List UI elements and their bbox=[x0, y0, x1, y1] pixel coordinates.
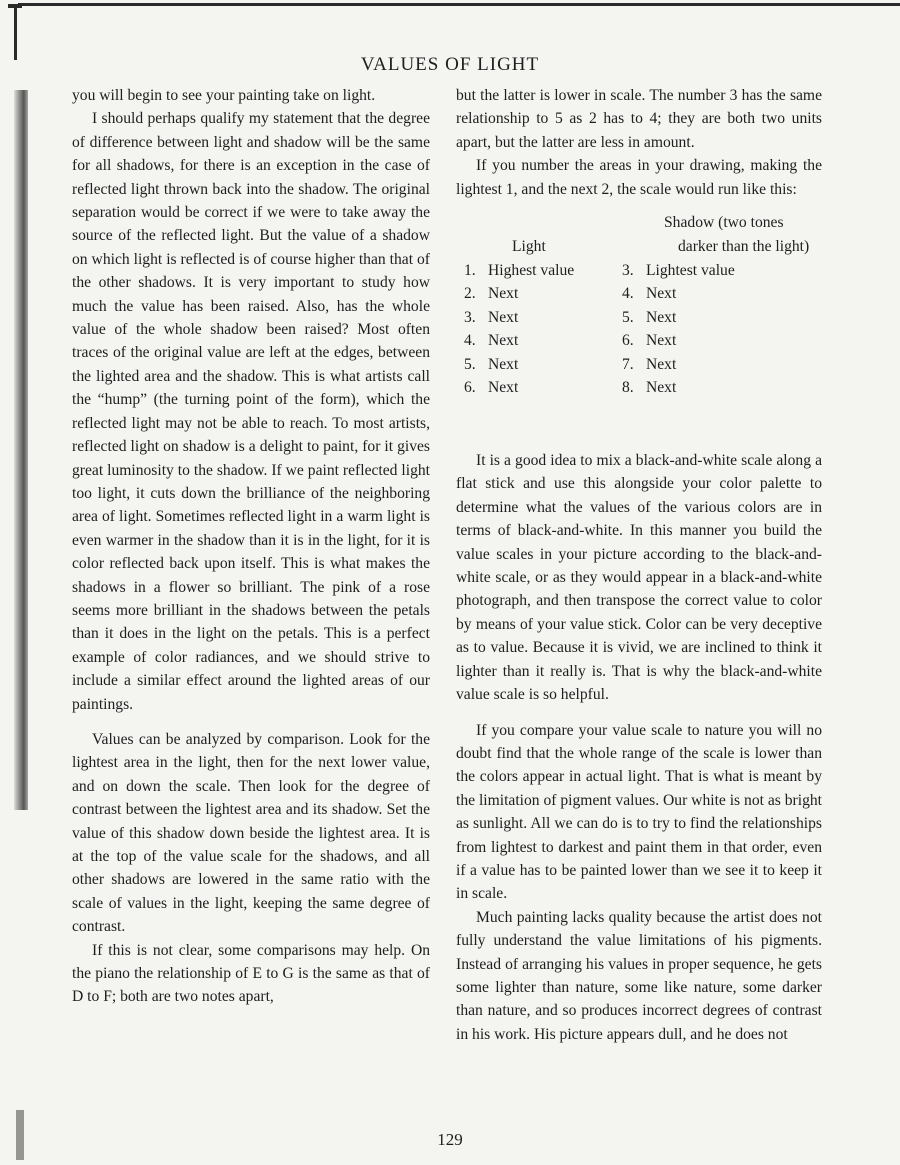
shadow-value-label: Lightest value bbox=[646, 262, 735, 280]
paragraph: Much painting lacks quality because the artist does not fully understand the value limitations of his pigments. Instead of arranging his values in proper sequence, he gets some lighter than nature, some like nature, some darker than nature, and so produces incorrect degrees of contrast in his work. His picture appears dull, and he does not bbox=[456, 908, 822, 1043]
shadow-value-label: Next bbox=[646, 308, 677, 326]
light-value-label: Next bbox=[488, 285, 519, 303]
light-number: 6. bbox=[464, 379, 476, 397]
paragraph: I should perhaps qualify my statement that the degree of difference between light and shadow will be the same for all shadows, for there is an exception in the case of reflected light thrown back into the shadow. The original separation would be correct if we were to take away the source of the reflected light. But the value of a shadow on which light is reflected is of course higher than that of the other shadows. It is very important to study how much the value has been raised. Also, has the whole value of the whole shadow been raised? Most often traces of the original value are left at the edges, between the lighted area and the shadow. This is what artists call the “hump” (the turning point of the form), which the reflected light may not be able to reach. To most artists, reflected light on shadow is a delight to paint, for it gives great luminosity to the shadow. If we paint reflected light too light, it cuts down the brilliance of the neighboring area of light. Sometimes reflected light in a warm light is even warmer in the shadow than it is in the light, for it is color reflected back upon itself. This is what makes the shadows in a flower so brilliant. The pink of a rose seems more brilliant in the shadows between the petals than it does in the light on the petals. This is a perfect example of color radiances, and we should strive to include a similar effect around the lighted areas of our paintings. bbox=[72, 110, 430, 713]
paragraph: It is a good idea to mix a black-and-white scale along a flat stick and use this alongside your color palette to determine what the values of the various colors are in terms of black-and-white. In this manner you build the value scales in your picture according to the black-and-white scale, or as they would appear in a black-and-white photograph, and then transpose the correct value to color by means of your value stick. Color can be very deceptive as to value. Because it is vivid, we are inclined to think it lighter than it really is. That is why the black-and-white value scale is so helpful. bbox=[456, 452, 822, 704]
right-column bbox=[456, 84, 822, 1046]
shadow-value-label: Next bbox=[646, 379, 677, 397]
light-value-label: Next bbox=[488, 355, 519, 373]
shadow-number: 3. bbox=[622, 262, 634, 280]
shadow-value-label: Next bbox=[646, 355, 677, 373]
running-head: VALUES OF LIGHT bbox=[360, 54, 540, 75]
shadow-number: 6. bbox=[622, 332, 634, 350]
paragraph: but the latter is lower in scale. The number 3 has the same relationship to 5 as 2 has to 4; they are both two units apart, but the latter are less in amount. bbox=[456, 87, 822, 151]
value-scale-row bbox=[456, 329, 822, 352]
value-scale-row bbox=[456, 282, 822, 305]
shadow-header-continued: darker than the light) bbox=[678, 238, 810, 256]
light-value-label: Next bbox=[488, 379, 519, 397]
left-column bbox=[72, 84, 430, 1009]
paragraph: If you number the areas in your drawing, making the lightest 1, and the next 2, the scale would run like this: bbox=[456, 157, 822, 198]
paragraph: Values can be analyzed by comparison. Look for the lightest area in the light, then for the next lower value, and on down the scale. Then look for the degree of contrast between the lightest area and its shadow. Set the value of this shadow down beside the lightest area. It is at the top of the value scale for the shadows, and all other shadows are lowered in the same ratio with the scale of values in the light, keeping the same degree of contrast. bbox=[72, 730, 430, 936]
shadow-header: Shadow (two tones bbox=[664, 214, 784, 232]
shadow-number: 7. bbox=[622, 355, 634, 373]
value-scale-row bbox=[456, 259, 822, 282]
right-column-bottom bbox=[456, 449, 822, 1046]
shadow-number: 5. bbox=[622, 308, 634, 326]
light-number: 2. bbox=[464, 285, 476, 303]
paragraph: If you compare your value scale to nature you will no doubt find that the whole range of the scale is lower than the colors appear in actual light. That is what is meant by the limitation of pigment values. Our white is not as bright as sunlight. All we can do is to try to find the relationships from lightest to darkest and paint them in that order, even if a value has to be painted lower than we see it to keep it in scale. bbox=[456, 721, 822, 903]
paragraph: If this is not clear, some comparisons may help. On the piano the relationship of E to G is the same as that of D to F; both are two notes apart, bbox=[72, 941, 430, 1006]
light-number: 3. bbox=[464, 308, 476, 326]
right-column-top bbox=[456, 84, 822, 201]
corner-mark bbox=[8, 2, 22, 62]
light-number: 5. bbox=[464, 355, 476, 373]
light-header: Light bbox=[512, 238, 546, 256]
light-value-label: Next bbox=[488, 308, 519, 326]
shadow-number: 4. bbox=[622, 285, 634, 303]
page-number: 129 bbox=[437, 1130, 463, 1149]
light-value-label: Highest value bbox=[488, 262, 575, 280]
shadow-value-label: Next bbox=[646, 332, 677, 350]
light-number: 1. bbox=[464, 262, 476, 280]
paragraph: you will begin to see your painting take on light. bbox=[72, 87, 376, 104]
value-scale-table bbox=[456, 211, 822, 447]
light-number: 4. bbox=[464, 332, 476, 350]
shadow-value-label: Next bbox=[646, 285, 677, 303]
top-rule bbox=[18, 3, 900, 6]
value-scale-row bbox=[456, 306, 822, 329]
binding-shadow bbox=[14, 90, 28, 810]
value-scale-row bbox=[456, 376, 822, 399]
shadow-number: 8. bbox=[622, 379, 634, 397]
light-value-label: Next bbox=[488, 332, 519, 350]
value-scale-row bbox=[456, 353, 822, 376]
